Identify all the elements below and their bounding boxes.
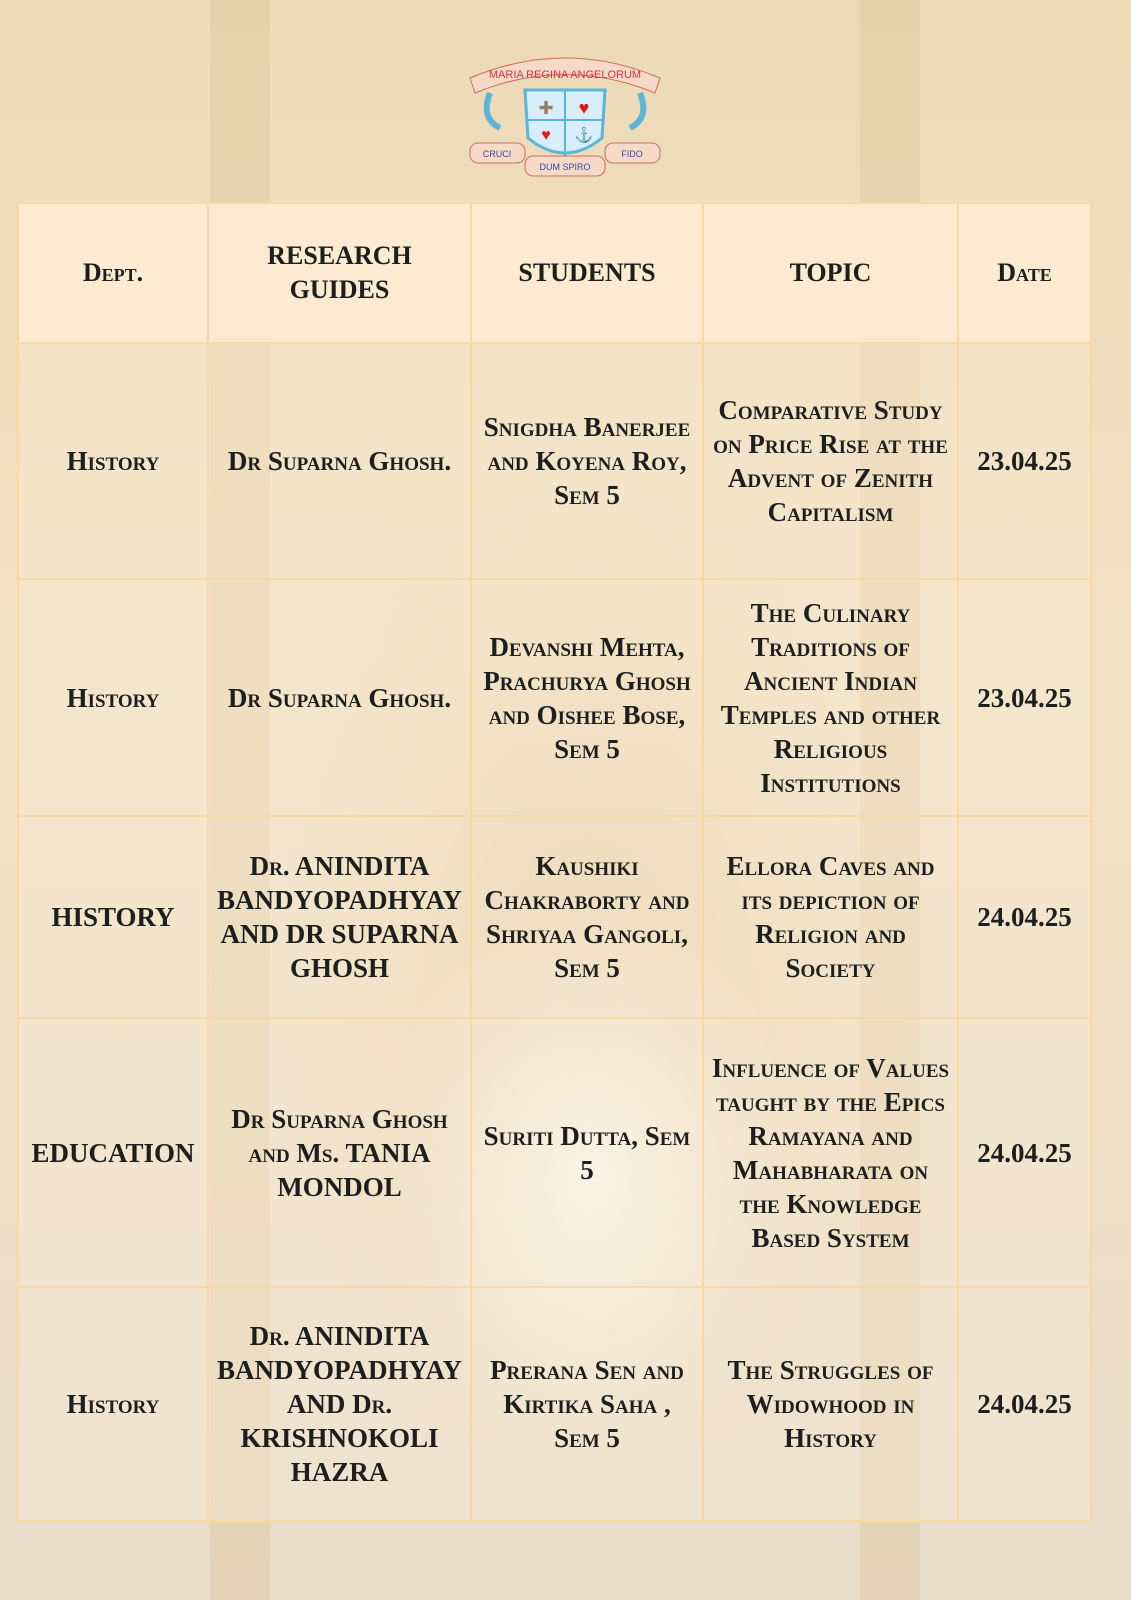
- date-cell: 24.04.25: [958, 816, 1091, 1018]
- svg-text:✚: ✚: [538, 98, 554, 118]
- guides-cell: Dr Suparna Ghosh.: [208, 343, 471, 579]
- dept-cell: History: [18, 579, 208, 816]
- header-research-guides: RESEARCH GUIDES: [208, 203, 471, 343]
- svg-text:DUM SPIRO: DUM SPIRO: [539, 162, 591, 172]
- date-cell: 24.04.25: [958, 1018, 1091, 1287]
- students-cell: Devanshi Mehta, Prachurya Ghosh and Oishee Bose, Sem 5: [471, 579, 703, 816]
- date-cell: 24.04.25: [958, 1287, 1091, 1521]
- college-crest-logo: [460, 48, 670, 178]
- topic-cell: The Struggles of Widowhood in History: [703, 1287, 958, 1521]
- topic-cell: Comparative Study on Price Rise at the Advent of Zenith Capitalism: [703, 343, 958, 579]
- svg-text:FIDO: FIDO: [621, 149, 643, 159]
- table-header-row: [18, 203, 1091, 343]
- date-cell: 23.04.25: [958, 579, 1091, 816]
- students-cell: Kaushiki Chakraborty and Shriyaa Gangoli, Sem 5: [471, 816, 703, 1018]
- svg-text:⚓: ⚓: [574, 128, 594, 144]
- svg-text:♥: ♥: [578, 98, 590, 118]
- svg-text:♥: ♥: [541, 127, 551, 144]
- dept-cell: HISTORY: [18, 816, 208, 1018]
- guides-cell: Dr Suparna Ghosh and Ms. TANIA MONDOL: [208, 1018, 471, 1287]
- table-row: [18, 816, 1091, 1018]
- topic-cell: Influence of Values taught by the Epics Ramayana and Mahabharata on the Knowledge Based System: [703, 1018, 958, 1287]
- guides-cell: Dr Suparna Ghosh.: [208, 579, 471, 816]
- table-row: [18, 1018, 1091, 1287]
- research-schedule-table: [17, 202, 1092, 1522]
- svg-text:MARIA REGINA ANGELORUM: MARIA REGINA ANGELORUM: [488, 69, 642, 81]
- students-cell: Suriti Dutta, Sem 5: [471, 1018, 703, 1287]
- table-row: [18, 1287, 1091, 1521]
- table-row: [18, 579, 1091, 816]
- guides-cell: Dr. ANINDITA BANDYOPADHYAY AND Dr. KRISHNOKOLI HAZRA: [208, 1287, 471, 1521]
- date-cell: 23.04.25: [958, 343, 1091, 579]
- header-students: STUDENTS: [471, 203, 703, 343]
- header-dept: Dept.: [18, 203, 208, 343]
- topic-cell: The Culinary Traditions of Ancient Indian Temples and other Religious Institutions: [703, 579, 958, 816]
- header-date: Date: [958, 203, 1091, 343]
- guides-cell: Dr. ANINDITA BANDYOPADHYAY AND DR SUPARNA GHOSH: [208, 816, 471, 1018]
- header-topic: TOPIC: [703, 203, 958, 343]
- dept-cell: EDUCATION: [18, 1018, 208, 1287]
- dept-cell: History: [18, 343, 208, 579]
- dept-cell: History: [18, 1287, 208, 1521]
- topic-cell: Ellora Caves and its depiction of Religion and Society: [703, 816, 958, 1018]
- table-row: [18, 343, 1091, 579]
- students-cell: Prerana Sen and Kirtika Saha , Sem 5: [471, 1287, 703, 1521]
- students-cell: Snigdha Banerjee and Koyena Roy, Sem 5: [471, 343, 703, 579]
- svg-text:CRUCI: CRUCI: [482, 149, 512, 159]
